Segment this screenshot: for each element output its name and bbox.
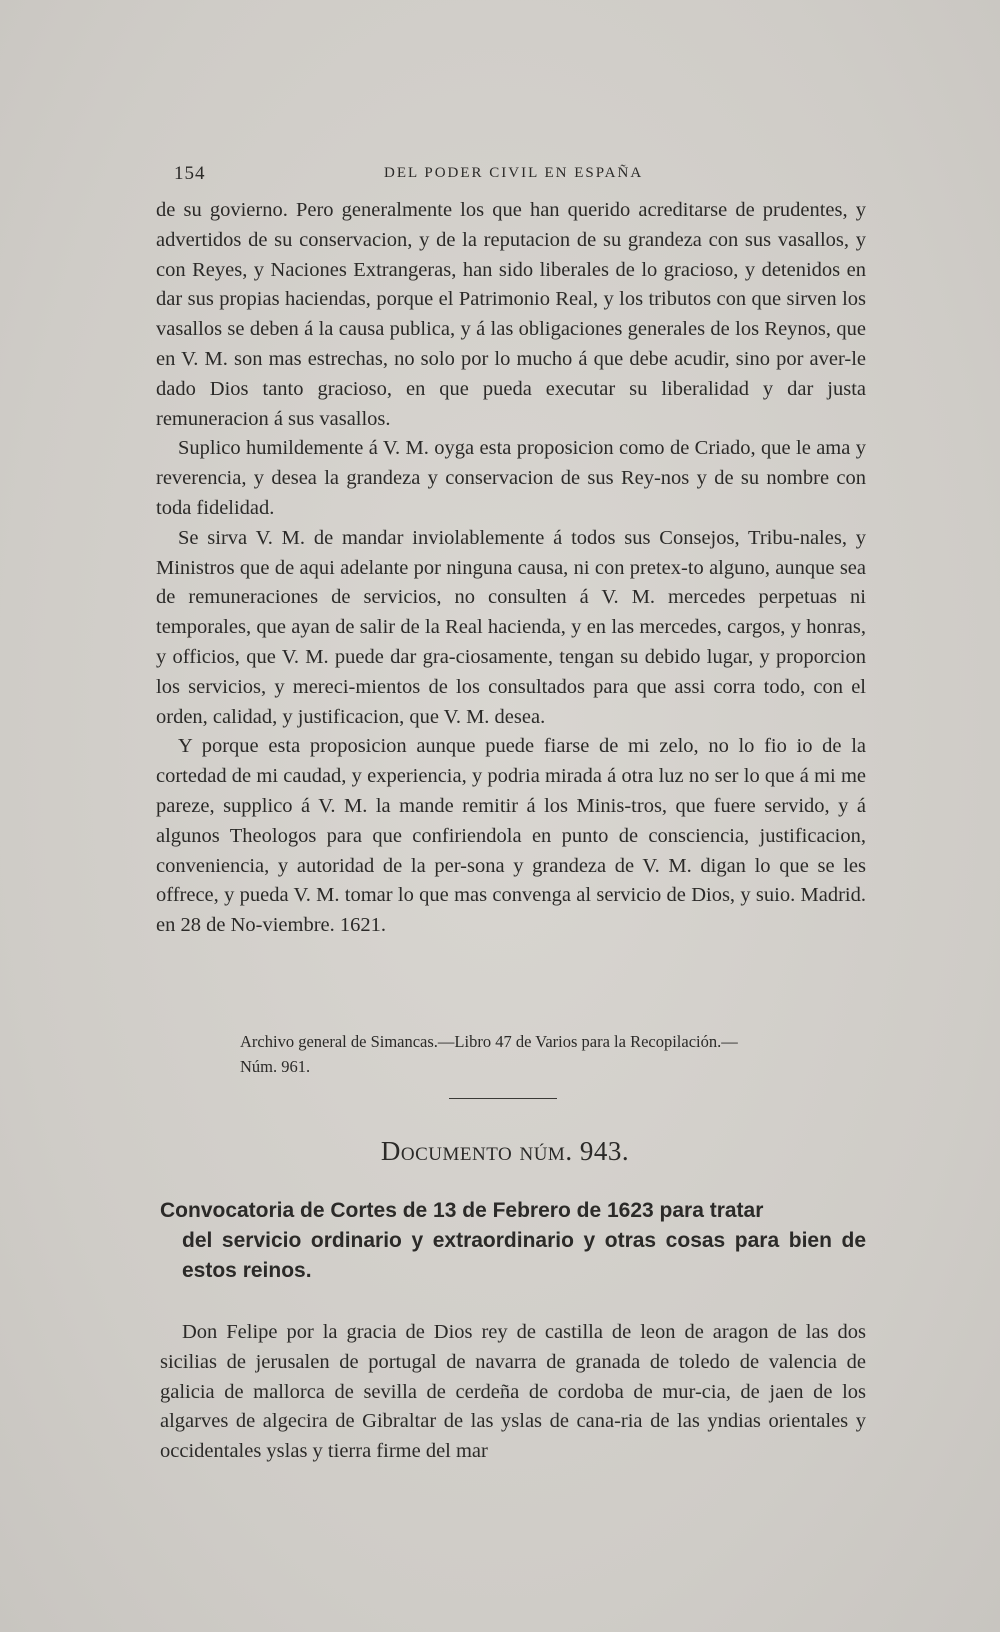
- document-heading-word: Documento: [380, 1136, 513, 1166]
- document-title-line-1: Convocatoria de Cortes de 13 de Febrero de 1623 para tratar: [160, 1199, 764, 1222]
- running-header: [174, 163, 864, 189]
- citation-line-2: Núm. 961.: [240, 1057, 311, 1076]
- paragraph-closing: Y porque esta proposicion aunque puede fiarse de mi zelo, no lo fio io de la cortedad de mi caudad, y experiencia, y podria mirada á otra luz no ser lo que á mi me pareze, supplico á V. M. la mande remitir á los Minis-tros, que fuere servido, y á algunos Theologos para que confiriendola en punto de consciencia, justificacion, conveniencia, y autoridad de la per-sona y grandeza de V. M. digan lo que se les offrece, y pueda V. M. tomar lo que mas convenga al servicio de Dios, y suio. Madrid. en 28 de No-viembre. 1621.: [156, 735, 866, 937]
- archive-citation: [240, 1029, 870, 1079]
- citation-line-1: Archivo general de Simancas.—Libro 47 de Varios para la Recopilación.—: [240, 1032, 738, 1051]
- paragraph-continuation: de su govierno. Pero generalmente los que han querido acreditarse de prudentes, y advertidos de su conservacion, y de la reputacion de su grandeza con sus vasallos, y con Reyes, y Naciones Extrangeras, han sido liberales de lo gracioso, y detenidos en dar sus propias haciendas, porque el Patrimonio Real, y los tributos con que sirven los vasallos se deben á la causa publica, y á las obligaciones generales de los Reynos, que en V. M. son mas estrechas, no solo por lo mucho á que debe acudir, sino por aver-le dado Dios tanto gracioso, en que pueda executar su liberalidad y dar justa remuneracion á sus vasallos.: [156, 199, 866, 430]
- document-heading: [160, 1136, 850, 1167]
- paragraph-request: Se sirva V. M. de mandar inviolablemente á todos sus Consejos, Tribu-nales, y Ministros que de aqui adelante por ninguna causa, ni con pretex-to alguno, aunque sea de remuneraciones de servicios, no consulten á V. M. mercedes perpetuas ni temporales, que ayan de salir de la Real hacienda, y en las mercedes, cargos, y honras, y officios, que V. M. puede dar gra-ciosamente, tengan su debido lugar, y proporcion los servicios, y mereci-mientos de los consultados para que assi corra todo, con el orden, calidad, y justificacion, que V. M. desea.: [156, 526, 866, 728]
- document-body-paragraph: Don Felipe por la gracia de Dios rey de castilla de leon de aragon de las dos sicilias de jerusalen de portugal de navarra de granada de toledo de valencia de galicia de mallorca de sevilla de cerdeña de cordoba de mur-cia, de jaen de los algarves de algecira de Gibraltar de las yslas de cana-ria de las yndias orientales y occidentales yslas y tierra firme del mar: [160, 1321, 866, 1463]
- page-number: 154: [174, 163, 206, 184]
- document-title-rest: del servicio ordinario y extraordinario y otras cosas para bien de estos reinos.: [182, 1229, 866, 1282]
- section-divider: [449, 1098, 557, 1099]
- paragraph-supplication: Suplico humildemente á V. M. oyga esta proposicion como de Criado, que le ama y reverencia, y desea la grandeza y conservacion de sus Rey-nos y de su nombre con toda fidelidad.: [156, 437, 866, 519]
- document-heading-number: núm. 943.: [519, 1136, 630, 1166]
- document-body: [160, 1318, 866, 1467]
- running-title: DEL PODER CIVIL EN ESPAÑA: [384, 165, 644, 181]
- body-text: [156, 196, 866, 941]
- document-title: [160, 1196, 866, 1286]
